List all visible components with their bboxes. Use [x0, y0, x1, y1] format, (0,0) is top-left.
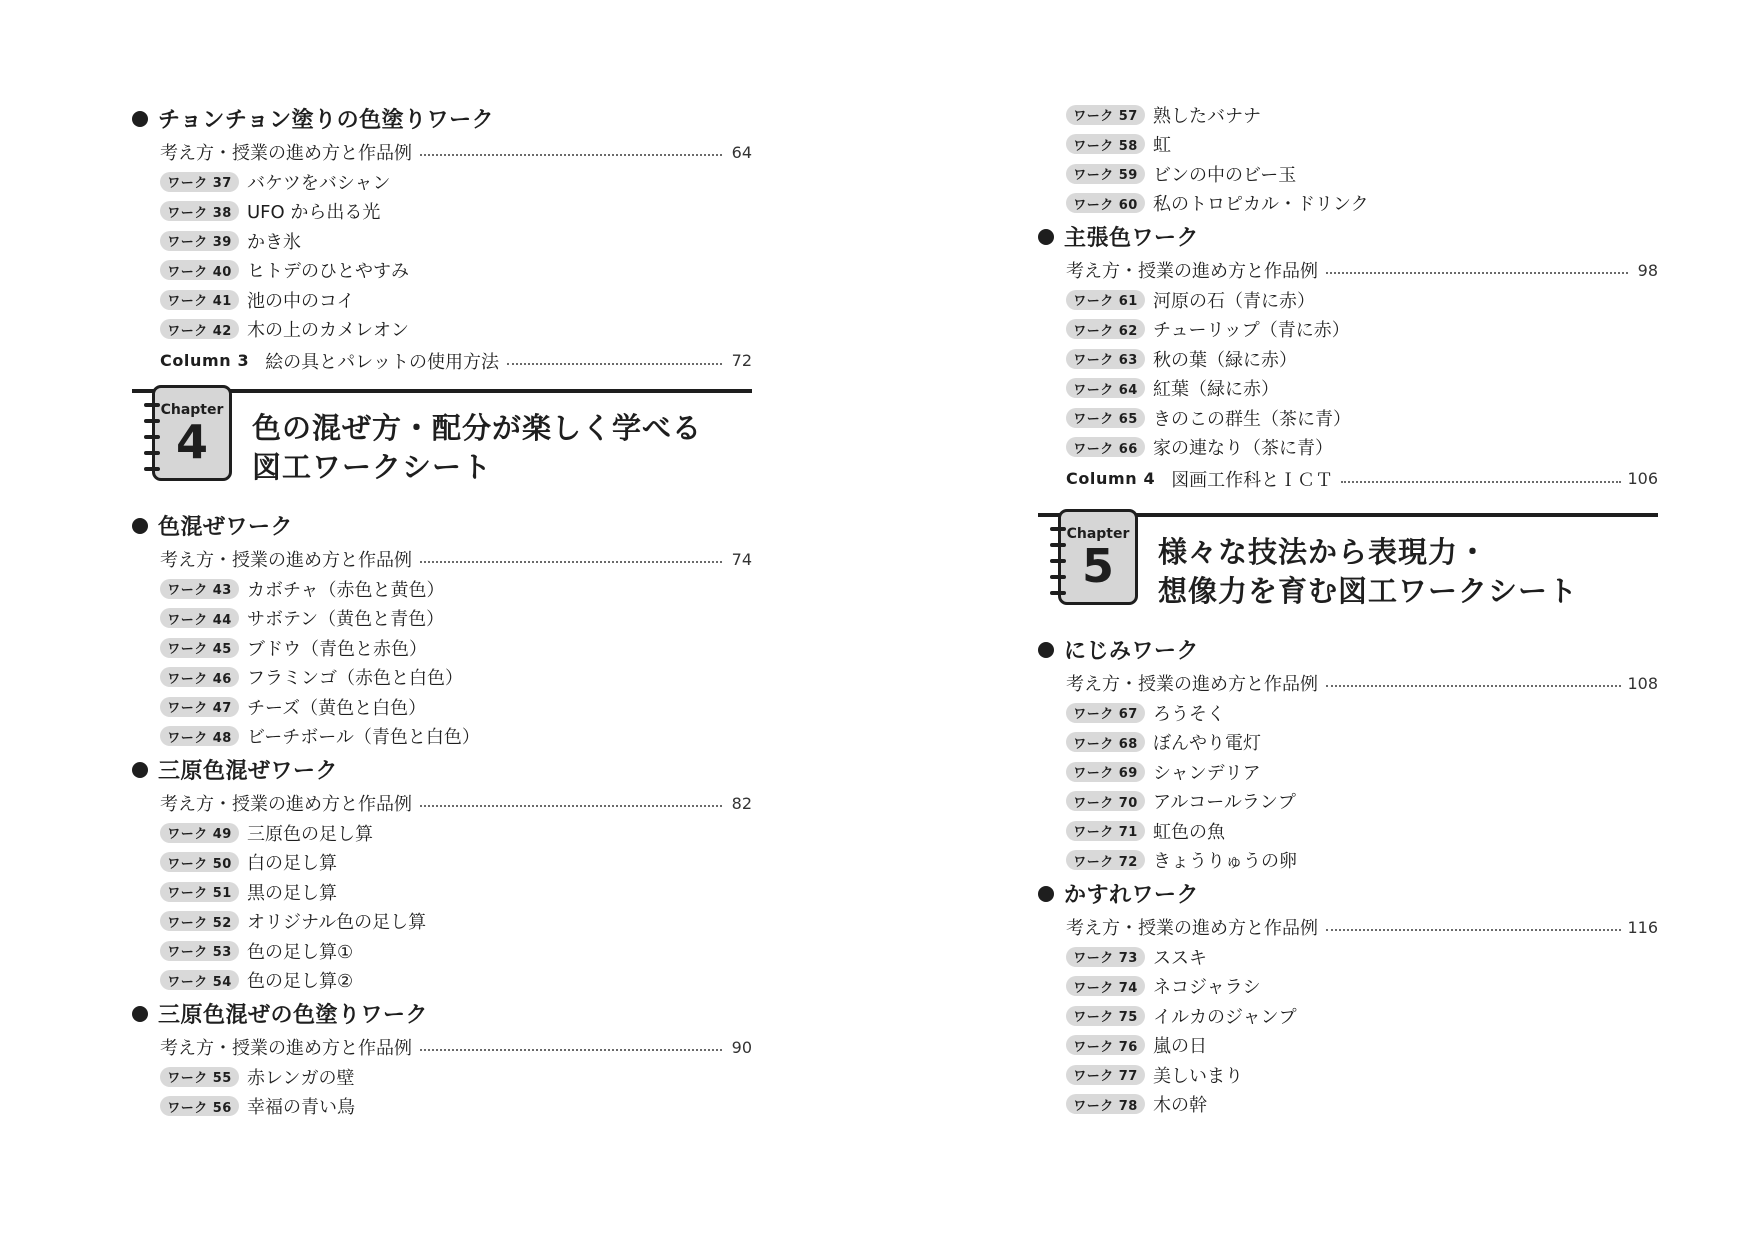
toc-work-row[interactable] [132, 315, 752, 345]
desc-label: 考え方・授業の進め方と作品例 [160, 143, 412, 164]
work-title: 虹色の魚 [1153, 821, 1225, 843]
toc-work-row[interactable] [1038, 757, 1658, 787]
bullet-icon [132, 111, 148, 127]
bullet-icon [132, 762, 148, 778]
toc-work-row[interactable] [1038, 1031, 1658, 1061]
work-tag: ワーク 42 [160, 319, 239, 339]
spiral-binding-icon [144, 435, 160, 439]
column-title: 絵の具とパレットの使用方法 [265, 351, 500, 373]
dot-leader [420, 561, 722, 563]
work-tag: ワーク 55 [160, 1067, 239, 1087]
toc-work-row[interactable] [132, 907, 752, 937]
work-tag: ワーク 69 [1066, 762, 1145, 782]
work-tag: ワーク 49 [160, 823, 239, 843]
bullet-icon [132, 1006, 148, 1022]
toc-work-row[interactable] [132, 256, 752, 286]
work-title: イルカのジャンプ [1153, 1006, 1297, 1028]
work-tag: ワーク 76 [1066, 1035, 1145, 1055]
toc-work-row[interactable] [1038, 344, 1658, 374]
toc-work-row[interactable] [132, 722, 752, 752]
toc-work-row[interactable] [132, 663, 752, 693]
spiral-binding-icon [144, 403, 160, 407]
work-tag: ワーク 77 [1066, 1065, 1145, 1085]
toc-work-row[interactable] [132, 285, 752, 315]
work-title: ビーチボール（青色と白色） [247, 727, 480, 749]
section-title: 色混ぜワーク [158, 515, 294, 540]
work-title: バケツをバシャン [247, 172, 391, 194]
work-tag: ワーク 47 [160, 697, 239, 717]
chapter-badge [152, 385, 232, 481]
section-title: にじみワーク [1064, 639, 1200, 664]
spiral-binding-icon [1050, 527, 1066, 531]
dot-leader [1341, 481, 1621, 483]
toc-work-row[interactable] [132, 197, 752, 227]
toc-work-row[interactable] [132, 1062, 752, 1092]
chapter-title-line: 様々な技法から表現力・ [1158, 535, 1489, 569]
section-heading [132, 507, 752, 544]
toc-work-row[interactable] [132, 604, 752, 634]
work-tag: ワーク 57 [1066, 105, 1145, 125]
work-title: 私のトロピカル・ドリンク [1153, 194, 1369, 216]
work-tag: ワーク 48 [160, 726, 239, 746]
chapter-header [132, 385, 752, 507]
toc-desc-row[interactable] [1038, 668, 1658, 698]
right-page [1038, 100, 1658, 1119]
work-title: 幸福の青い鳥 [247, 1097, 355, 1119]
desc-label: 考え方・授業の進め方と作品例 [160, 550, 412, 571]
spiral-binding-icon [1050, 575, 1066, 579]
toc-work-row[interactable] [132, 936, 752, 966]
work-title: 白の足し算 [247, 853, 337, 875]
toc-work-row[interactable] [1038, 130, 1658, 160]
work-tag: ワーク 50 [160, 852, 239, 872]
page-number: 64 [731, 142, 752, 162]
work-tag: ワーク 52 [160, 911, 239, 931]
desc-label: 考え方・授業の進め方と作品例 [160, 794, 412, 815]
section-heading [1038, 631, 1658, 668]
toc-desc-row[interactable] [132, 1032, 752, 1062]
work-tag: ワーク 59 [1066, 164, 1145, 184]
work-tag: ワーク 58 [1066, 134, 1145, 154]
work-title: 河原の石（青に赤） [1153, 290, 1315, 312]
toc-work-row[interactable] [132, 692, 752, 722]
chapter-title-line: 図工ワークシート [252, 450, 493, 484]
work-title: 嵐の日 [1153, 1036, 1207, 1058]
work-tag: ワーク 62 [1066, 319, 1145, 339]
spiral-binding-icon [1050, 559, 1066, 563]
dot-leader [420, 154, 722, 156]
work-tag: ワーク 39 [160, 231, 239, 251]
toc-work-row[interactable] [1038, 1001, 1658, 1031]
work-title: 色の足し算① [247, 941, 354, 963]
toc-desc-row[interactable] [132, 137, 752, 167]
work-tag: ワーク 63 [1066, 349, 1145, 369]
work-title: シャンデリア [1153, 762, 1261, 784]
work-title: 木の幹 [1153, 1095, 1207, 1117]
work-title: 三原色の足し算 [247, 823, 373, 845]
work-tag: ワーク 73 [1066, 947, 1145, 967]
work-tag: ワーク 51 [160, 882, 239, 902]
desc-label: 考え方・授業の進め方と作品例 [160, 1038, 412, 1059]
toc-work-row[interactable] [1038, 189, 1658, 219]
section-title: 三原色混ぜワーク [158, 759, 339, 784]
chapter-title-line: 想像力を育む図工ワークシート [1158, 574, 1579, 608]
chapter-header [1038, 509, 1658, 631]
toc-work-row[interactable] [1038, 159, 1658, 189]
toc-work-row[interactable] [1038, 787, 1658, 817]
work-title: きょうりゅうの卵 [1153, 851, 1297, 873]
work-title: 虹 [1153, 135, 1171, 157]
work-title: 木の上のカメレオン [247, 320, 409, 342]
spiral-binding-icon [144, 451, 160, 455]
work-title: ネコジャラシ [1153, 977, 1261, 999]
dot-leader [507, 363, 722, 365]
desc-label: 考え方・授業の進め方と作品例 [1066, 261, 1318, 282]
toc-work-row[interactable] [132, 1092, 752, 1122]
work-title: チューリップ（青に赤） [1153, 320, 1350, 342]
toc-work-row[interactable] [1038, 972, 1658, 1002]
work-tag: ワーク 44 [160, 608, 239, 628]
work-tag: ワーク 65 [1066, 408, 1145, 428]
work-title: チーズ（黄色と白色） [247, 697, 427, 719]
page-number: 72 [731, 351, 752, 370]
work-tag: ワーク 78 [1066, 1094, 1145, 1114]
work-tag: ワーク 46 [160, 667, 239, 687]
work-title: 美しいまり [1153, 1065, 1243, 1087]
toc-work-row[interactable] [132, 574, 752, 604]
section-heading [132, 100, 752, 137]
work-tag: ワーク 74 [1066, 976, 1145, 996]
section-heading [132, 751, 752, 788]
dot-leader [1326, 929, 1621, 931]
work-tag: ワーク 70 [1066, 791, 1145, 811]
work-tag: ワーク 41 [160, 290, 239, 310]
chapter-number: 4 [175, 415, 208, 469]
dot-leader [1326, 272, 1628, 274]
work-title: 家の連なり（茶に青） [1153, 438, 1333, 460]
column-label: Column 4 [1066, 469, 1156, 488]
work-tag: ワーク 71 [1066, 821, 1145, 841]
section-heading [132, 995, 752, 1032]
toc-work-row[interactable] [132, 818, 752, 848]
toc-work-row[interactable] [132, 226, 752, 256]
work-title: オリジナル色の足し算 [247, 912, 427, 934]
bullet-icon [1038, 229, 1054, 245]
toc-desc-row[interactable] [1038, 255, 1658, 285]
chapter-title-line: 色の混ぜ方・配分が楽しく学べる [252, 411, 703, 445]
work-title: UFO から出る光 [247, 202, 381, 224]
work-title: サボテン（黄色と青色） [247, 609, 445, 631]
work-title: ぼんやり電灯 [1153, 733, 1261, 755]
toc-desc-row[interactable] [132, 544, 752, 574]
page-number: 106 [1627, 469, 1658, 488]
spiral-binding-icon [144, 467, 160, 471]
toc-work-row[interactable] [1038, 942, 1658, 972]
page-number: 116 [1627, 917, 1658, 937]
page-number: 82 [731, 793, 752, 813]
work-title: 熟したバナナ [1153, 105, 1261, 127]
work-title: かき氷 [247, 231, 301, 253]
toc-column-row[interactable] [132, 344, 752, 377]
dot-leader [420, 1049, 722, 1051]
work-title: アルコールランプ [1153, 792, 1296, 814]
spiral-binding-icon [144, 419, 160, 423]
desc-label: 考え方・授業の進め方と作品例 [1066, 918, 1318, 939]
work-title: 色の足し算② [247, 971, 354, 993]
toc-work-row[interactable] [132, 966, 752, 996]
chapter-label: Chapter [1066, 526, 1130, 542]
work-tag: ワーク 68 [1066, 732, 1145, 752]
work-tag: ワーク 64 [1066, 378, 1145, 398]
toc-work-row[interactable] [132, 877, 752, 907]
work-tag: ワーク 37 [160, 172, 239, 192]
toc-work-row[interactable] [132, 167, 752, 197]
chapter-badge [1058, 509, 1138, 605]
toc-work-row[interactable] [1038, 728, 1658, 758]
page-number: 98 [1637, 260, 1658, 280]
chapter-number: 5 [1081, 539, 1114, 593]
toc-work-row[interactable] [1038, 816, 1658, 846]
toc-work-row[interactable] [132, 848, 752, 878]
toc-work-row[interactable] [1038, 846, 1658, 876]
work-title: 秋の葉（緑に赤） [1153, 349, 1297, 371]
work-tag: ワーク 40 [160, 260, 239, 280]
section-title: 三原色混ぜの色塗りワーク [158, 1003, 429, 1028]
section-title: かすれワーク [1064, 883, 1200, 908]
toc-work-row[interactable] [1038, 374, 1658, 404]
work-title: 池の中のコイ [247, 290, 355, 312]
toc-desc-row[interactable] [132, 788, 752, 818]
work-tag: ワーク 67 [1066, 703, 1145, 723]
page-number: 90 [731, 1037, 752, 1057]
section-heading [1038, 218, 1658, 255]
work-tag: ワーク 60 [1066, 193, 1145, 213]
column-label: Column 3 [160, 351, 250, 370]
work-tag: ワーク 66 [1066, 437, 1145, 457]
chapter-title [1158, 533, 1578, 611]
work-title: カボチャ（赤色と黄色） [247, 579, 445, 601]
toc-work-row[interactable] [1038, 433, 1658, 463]
work-title: ろうそく [1153, 703, 1225, 725]
left-page [132, 100, 752, 1121]
page-number: 108 [1627, 673, 1658, 693]
work-tag: ワーク 72 [1066, 850, 1145, 870]
work-tag: ワーク 61 [1066, 290, 1145, 310]
page-number: 74 [731, 549, 752, 569]
toc-work-row[interactable] [1038, 285, 1658, 315]
work-title: ヒトデのひとやすみ [247, 261, 409, 283]
work-title: ブドウ（青色と赤色） [247, 638, 427, 660]
work-title: ススキ [1153, 947, 1207, 969]
work-title: 紅葉（緑に赤） [1153, 379, 1279, 401]
spiral-binding-icon [1050, 543, 1066, 547]
column-title: 図画工作科とＩＣＴ [1171, 469, 1334, 491]
toc-work-row[interactable] [1038, 403, 1658, 433]
work-title: フラミンゴ（赤色と白色） [247, 668, 463, 690]
toc-desc-row[interactable] [1038, 912, 1658, 942]
work-tag: ワーク 53 [160, 941, 239, 961]
work-tag: ワーク 43 [160, 579, 239, 599]
toc-work-row[interactable] [1038, 315, 1658, 345]
toc-work-row[interactable] [1038, 1090, 1658, 1120]
section-title: 主張色ワーク [1064, 226, 1200, 251]
toc-work-row[interactable] [1038, 698, 1658, 728]
bullet-icon [1038, 642, 1054, 658]
work-title: 黒の足し算 [247, 882, 337, 904]
chapter-label: Chapter [160, 402, 224, 418]
toc-work-row[interactable] [1038, 100, 1658, 130]
work-tag: ワーク 45 [160, 638, 239, 658]
work-tag: ワーク 38 [160, 201, 239, 221]
work-title: 赤レンガの壁 [247, 1067, 355, 1089]
work-title: ビンの中のビー玉 [1153, 164, 1297, 186]
desc-label: 考え方・授業の進め方と作品例 [1066, 674, 1318, 695]
section-heading [1038, 875, 1658, 912]
dot-leader [1326, 685, 1621, 687]
work-title: きのこの群生（茶に青） [1153, 408, 1351, 430]
toc-work-row[interactable] [1038, 1060, 1658, 1090]
dot-leader [420, 805, 722, 807]
chapter-title [252, 409, 702, 487]
section-title: チョンチョン塗りの色塗りワーク [158, 108, 495, 133]
bullet-icon [132, 518, 148, 534]
spiral-binding-icon [1050, 591, 1066, 595]
work-tag: ワーク 75 [1066, 1006, 1145, 1026]
toc-work-row[interactable] [132, 633, 752, 663]
toc-column-row[interactable] [1038, 462, 1658, 495]
bullet-icon [1038, 886, 1054, 902]
work-tag: ワーク 56 [160, 1096, 239, 1116]
work-tag: ワーク 54 [160, 970, 239, 990]
